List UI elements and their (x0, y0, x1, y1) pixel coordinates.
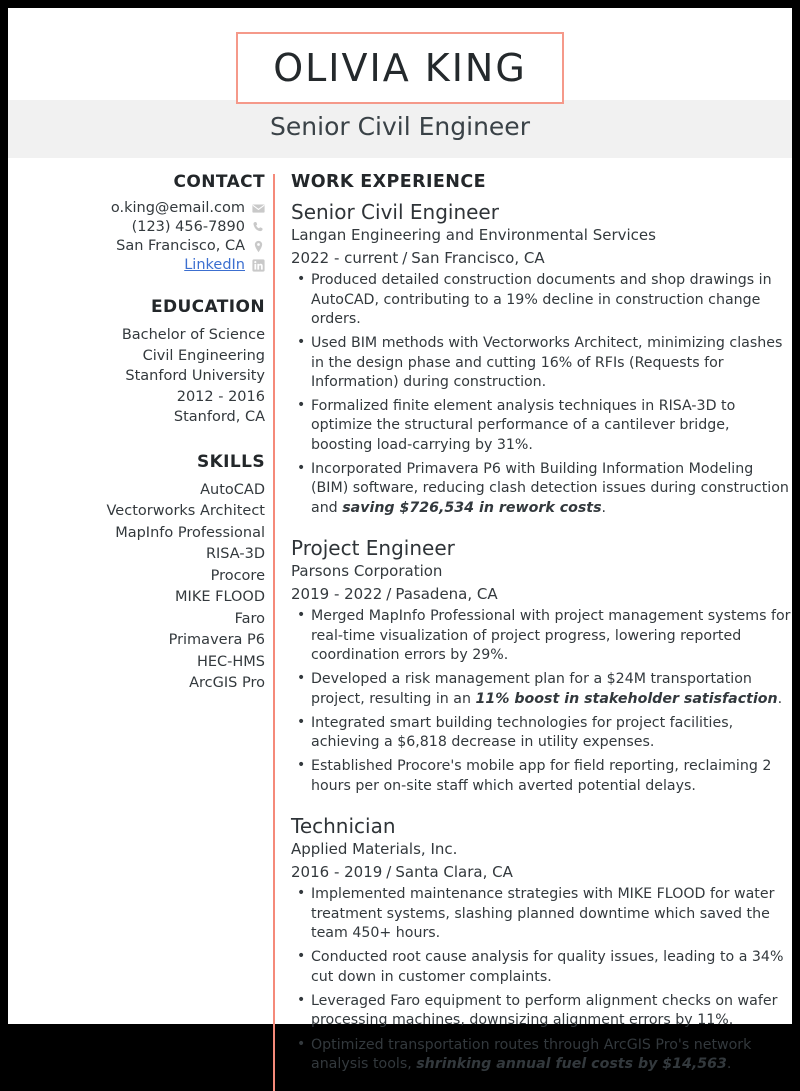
sidebar (8, 172, 273, 1091)
education-heading: EDUCATION (150, 297, 265, 317)
job-entry (291, 813, 792, 1074)
job-bullet-list (291, 271, 792, 518)
job-entry (291, 535, 792, 796)
job-meta (291, 247, 792, 270)
contact-location-text: San Francisco, CA (116, 238, 245, 254)
skill-item: MIKE FLOOD (175, 589, 265, 606)
education-section (8, 297, 265, 428)
job-bullet (291, 607, 792, 665)
bullet-text: Leveraged Faro equipment to perform alignment checks on wafer processing machines, downsizing alignment errors by 11%. (311, 992, 778, 1029)
bullet-highlight: shrinking annual fuel costs by $14,563 (416, 1055, 727, 1072)
meta-separator: / (386, 584, 392, 603)
job-bullet-list (291, 885, 792, 1074)
job-bullet (291, 714, 792, 753)
candidate-job-title: Senior Civil Engineer (270, 112, 530, 141)
bullet-text: Incorporated Primavera P6 with Building Information Modeling (BIM) software, reducing clash detection issues during construction and (311, 461, 789, 516)
contact-phone-text: (123) 456-7890 (131, 219, 245, 235)
skill-item: RISA-3D (205, 546, 265, 563)
work-experience-heading: WORK EXPERIENCE (291, 172, 486, 192)
envelope-icon (252, 202, 265, 215)
job-company: Parsons Corporation (291, 562, 443, 580)
job-role: Project Engineer (291, 536, 455, 560)
job-role: Senior Civil Engineer (291, 200, 499, 224)
job-company: Langan Engineering and Environmental Services (291, 226, 656, 244)
resume-header (8, 8, 792, 158)
job-bullet (291, 948, 792, 987)
job-location: San Francisco, CA (411, 248, 545, 267)
skill-item: HEC-HMS (196, 653, 265, 670)
resume-body (8, 158, 792, 1091)
skill-item: ArcGIS Pro (189, 674, 265, 691)
bullet-text: Integrated smart building technologies for project facilities, achieving a $6,818 decrease in utility expenses. (311, 714, 734, 751)
contact-email-text: o.king@email.com (110, 200, 245, 216)
bullet-text: Merged MapInfo Professional with project management systems for real-time visualization of project progress, lowering reported coordination errors by 29%. (311, 608, 791, 663)
bullet-highlight: saving $726,534 in rework costs (342, 499, 602, 516)
linkedin-link[interactable]: LinkedIn (184, 257, 245, 273)
bullet-text: Established Procore's mobile app for field reporting, reclaiming 2 hours per on-site staff which averted potential delays. (311, 758, 772, 794)
job-bullet (291, 397, 792, 455)
bullet-text-tail: . (726, 1055, 732, 1072)
job-dates: 2022 - current (291, 248, 399, 267)
bullet-text-tail: . (777, 690, 783, 707)
contact-item-linkedin[interactable] (8, 257, 265, 273)
meta-separator: / (386, 862, 392, 881)
bullet-text: Used BIM methods with Vectorworks Architect, minimizing clashes in the design phase and cutting 16% of RFIs (Requests for Information) during construction. (311, 335, 783, 390)
education-school: Stanford University (125, 368, 265, 385)
job-bullet (291, 334, 792, 392)
skills-heading: SKILLS (196, 451, 265, 472)
job-location: Pasadena, CA (395, 584, 498, 603)
job-bullet (291, 271, 792, 329)
phone-icon (252, 221, 265, 234)
contact-item-location (8, 238, 265, 254)
education-field: Civil Engineering (142, 347, 265, 364)
bullet-text: Implemented maintenance strategies with MIKE FLOOD for water treatment systems, slashing planned downtime which saved the team 450+ hours. (311, 886, 775, 941)
job-bullet (291, 1036, 792, 1075)
skill-item: Procore (210, 567, 265, 584)
contact-heading: CONTACT (173, 172, 265, 192)
education-location: Stanford, CA (173, 409, 265, 426)
linkedin-icon (252, 259, 265, 272)
bullet-text: Conducted root cause analysis for quality issues, leading to a 34% cut down in customer complaints. (311, 949, 784, 985)
meta-separator: / (402, 248, 408, 267)
job-entry (291, 199, 792, 518)
job-bullet (291, 670, 792, 709)
job-bullet (291, 757, 792, 796)
bullet-text: Optimized transportation routes through ArcGIS Pro's network analysis tools, (311, 1036, 752, 1072)
job-meta (291, 583, 792, 606)
contact-item-email (8, 200, 265, 216)
contact-item-phone (8, 219, 265, 235)
bullet-text: Developed a risk management plan for a $24M transportation project, resulting in an (311, 671, 752, 707)
candidate-name: OLIVIA KING (273, 46, 527, 90)
skill-item: Primavera P6 (168, 632, 265, 649)
job-company: Applied Materials, Inc. (291, 840, 458, 859)
job-meta (291, 861, 792, 884)
bullet-text: Produced detailed construction documents and shop drawings in AutoCAD, contributing to a 19% decline in construction change orders. (311, 272, 772, 327)
bullet-text: Formalized finite element analysis techniques in RISA-3D to optimize the structural performance of a cantilever bridge, boosting load-carrying by 31%. (311, 398, 736, 453)
job-bullet (291, 885, 792, 943)
map-pin-icon (252, 240, 265, 253)
work-experience-section (275, 172, 792, 1091)
skill-item: AutoCAD (200, 481, 265, 498)
contact-section (8, 172, 265, 273)
resume-page (8, 8, 792, 1072)
bullet-highlight: 11% boost in stakeholder satisfaction (475, 690, 778, 707)
job-bullet (291, 992, 792, 1031)
job-location: Santa Clara, CA (395, 862, 513, 881)
job-bullet-list (291, 607, 792, 796)
skill-item: Vectorworks Architect (106, 503, 265, 520)
skills-section (8, 452, 265, 695)
job-dates: 2016 - 2019 (291, 862, 383, 881)
job-dates: 2019 - 2022 (291, 584, 383, 603)
education-dates: 2012 - 2016 (176, 388, 265, 405)
skill-item: Faro (234, 610, 265, 627)
name-box (236, 32, 564, 104)
education-degree: Bachelor of Science (121, 327, 265, 343)
job-role: Technician (291, 814, 396, 839)
bullet-text-tail: . (601, 499, 607, 516)
skill-item: MapInfo Professional (115, 524, 265, 541)
job-bullet (291, 460, 792, 518)
